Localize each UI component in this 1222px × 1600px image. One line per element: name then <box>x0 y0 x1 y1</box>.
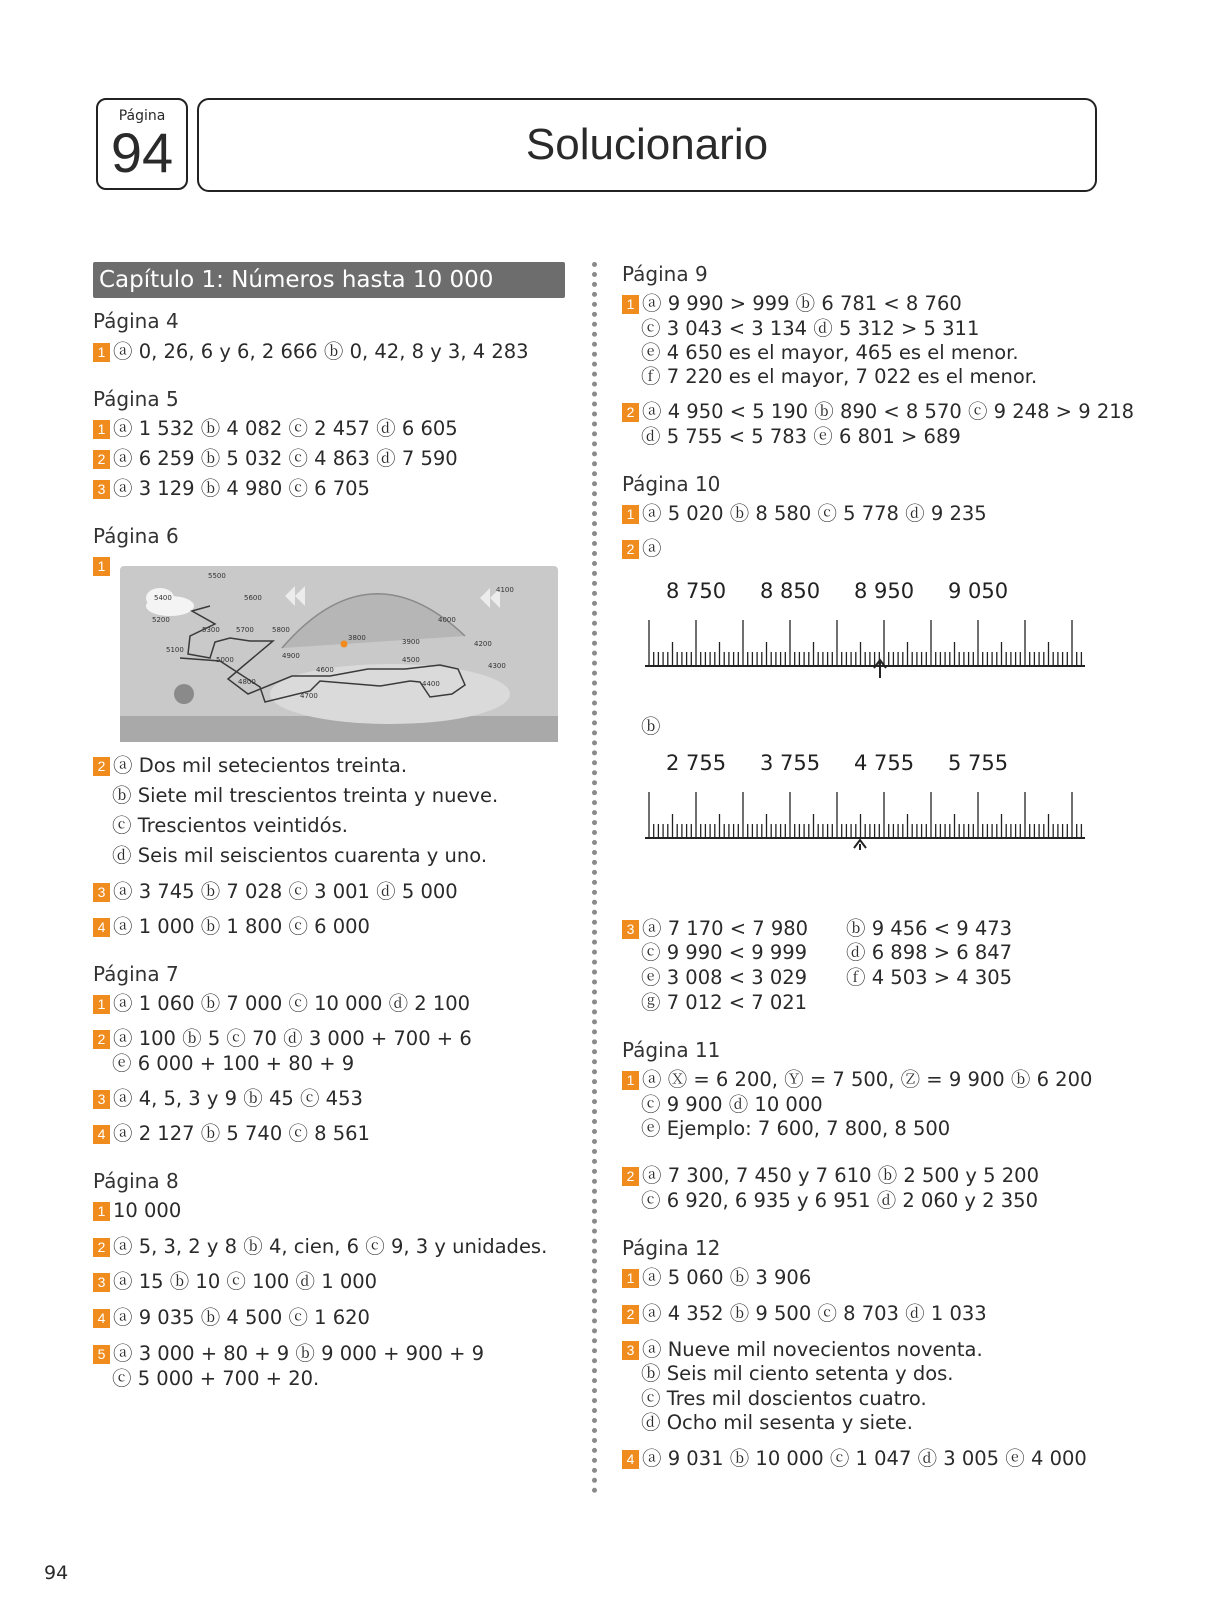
answer-text: ⓖ 7 012 < 7 021 <box>641 991 808 1014</box>
answer-text: ⓔ 3 008 < 3 029 <box>641 966 808 989</box>
badge: 2 <box>93 1238 110 1257</box>
page-number: 94 <box>110 121 174 184</box>
section-page-10: Página 10 <box>622 472 721 496</box>
answer-text: ⓐ 9 035 ⓑ 4 500 ⓒ 1 620 <box>113 1306 370 1329</box>
number-line-label: 8 750 <box>665 579 727 603</box>
figure-dot-label: 4300 <box>488 662 506 670</box>
answer-text: ⓐ 4 352 ⓑ 9 500 ⓒ 8 703 ⓓ 1 033 <box>642 1302 987 1325</box>
answer-line <box>622 400 1134 424</box>
answer-text: ⓐ 7 170 < 7 980 <box>642 917 809 940</box>
answer-text: ⓐ 3 129 ⓑ 4 980 ⓒ 6 705 <box>113 477 370 500</box>
badge: 4 <box>93 1125 110 1144</box>
badge: 2 <box>622 1167 639 1186</box>
answer-line <box>93 992 470 1016</box>
answer-text: ⓑ <box>641 715 661 738</box>
answer-text: ⓐ 4 950 < 5 190 ⓑ 890 < 8 570 ⓒ 9 248 > 9 218 <box>642 400 1135 423</box>
number-line-label: 8 950 <box>853 579 915 603</box>
answer-text: ⓐ 9 031 ⓑ 10 000 ⓒ 1 047 ⓓ 3 005 ⓔ 4 000 <box>642 1447 1087 1470</box>
answer-text: ⓑ Seis mil ciento setenta y dos. <box>641 1362 954 1385</box>
badge: 3 <box>93 883 110 902</box>
answer-line <box>93 417 458 441</box>
figure-dot-label: 3900 <box>402 638 420 646</box>
number-line-a <box>645 578 1085 678</box>
answer-text: ⓐ 6 259 ⓑ 5 032 ⓒ 4 863 ⓓ 7 590 <box>113 447 458 470</box>
section-page-4: Página 4 <box>93 309 179 333</box>
answer-line <box>622 292 962 316</box>
badge: 1 <box>622 1071 639 1090</box>
badge: 1 <box>93 343 110 362</box>
answer-line <box>93 880 458 904</box>
badge: 4 <box>93 1309 110 1328</box>
answer-line <box>622 537 662 561</box>
figure-dot-label: 4900 <box>282 652 300 660</box>
answer-text: ⓐ <box>642 537 662 560</box>
figure-dot-label: 4500 <box>402 656 420 664</box>
number-line-b <box>645 750 1085 850</box>
answer-line <box>93 1342 484 1366</box>
answer-text: ⓐ 5, 3, 2 y 8 ⓑ 4, cien, 6 ⓒ 9, 3 y unidades. <box>113 1235 548 1258</box>
answer-text: 10 000 <box>113 1199 182 1222</box>
figure-dot-label: 4800 <box>238 678 256 686</box>
answer-line <box>93 447 458 471</box>
page-title: Solucionario <box>525 120 769 169</box>
figure-dot-label: 5700 <box>236 626 254 634</box>
figure-dot-label: 5200 <box>152 616 170 624</box>
badge: 1 <box>622 505 639 524</box>
answer-text: ⓔ 6 000 + 100 + 80 + 9 <box>112 1052 355 1075</box>
answer-line <box>622 1164 1039 1188</box>
page-label: Página <box>118 108 166 124</box>
answer-line <box>622 917 808 941</box>
answer-text: ⓐ 9 990 > 999 ⓑ 6 781 < 8 760 <box>642 292 962 315</box>
answer-text: ⓐ 1 000 ⓑ 1 800 ⓒ 6 000 <box>113 915 370 938</box>
answer-text: ⓒ 9 990 < 9 999 <box>641 941 808 964</box>
answer-text: ⓐ 5 020 ⓑ 8 580 ⓒ 5 778 ⓓ 9 235 <box>642 502 987 525</box>
answer-text: ⓒ 9 900 ⓓ 10 000 <box>641 1093 823 1116</box>
badge: 1 <box>93 1202 110 1221</box>
number-line-ticks <box>649 620 1081 666</box>
answer-text: ⓐ 100 ⓑ 5 ⓒ 70 ⓓ 3 000 + 700 + 6 <box>113 1027 472 1050</box>
answer-line <box>93 1235 547 1259</box>
answer-line <box>622 1302 987 1326</box>
section-page-12: Página 12 <box>622 1236 721 1260</box>
badge: 2 <box>622 403 639 422</box>
footer-page-number: 94 <box>44 1562 69 1584</box>
answer-text: ⓒ 5 000 + 700 + 20. <box>112 1367 320 1390</box>
number-line-label: 9 050 <box>947 579 1009 603</box>
answer-text: ⓓ 6 898 > 6 847 <box>846 941 1013 964</box>
number-line-label: 2 755 <box>665 751 727 775</box>
answer-line <box>93 1122 370 1146</box>
answer-text: ⓐ 1 060 ⓑ 7 000 ⓒ 10 000 ⓓ 2 100 <box>113 992 471 1015</box>
figure-dot-label: 4200 <box>474 640 492 648</box>
badge: 3 <box>93 480 110 499</box>
answer-text: ⓑ 9 456 < 9 473 <box>846 917 1013 940</box>
section-page-5: Página 5 <box>93 387 179 411</box>
section-page-7: Página 7 <box>93 962 179 986</box>
answer-text: ⓒ Tres mil doscientos cuatro. <box>641 1387 927 1410</box>
answer-line <box>93 1087 363 1111</box>
number-line-ticks <box>649 792 1081 838</box>
answer-text: ⓐ 2 127 ⓑ 5 740 ⓒ 8 561 <box>113 1122 370 1145</box>
figure-dot-label: 5800 <box>272 626 290 634</box>
section-page-11: Página 11 <box>622 1038 721 1062</box>
answer-text: ⓐ Dos mil setecientos treinta. <box>113 754 408 777</box>
badge: 1 <box>93 995 110 1014</box>
badge: 4 <box>622 1450 639 1469</box>
answer-text: ⓐ 3 745 ⓑ 7 028 ⓒ 3 001 ⓓ 5 000 <box>113 880 458 903</box>
answer-line <box>93 754 407 778</box>
badge: 2 <box>93 757 110 776</box>
answer-text: ⓒ 3 043 < 3 134 ⓓ 5 312 > 5 311 <box>641 317 980 340</box>
answer-line <box>622 1266 811 1290</box>
dot-to-dot-turtle-figure <box>120 566 558 742</box>
answer-text: ⓕ 4 503 > 4 305 <box>846 966 1013 989</box>
figure-dot-label: 5600 <box>244 594 262 602</box>
answer-line <box>93 554 113 578</box>
figure-dot-label: 4600 <box>316 666 334 674</box>
figure-dot-label: 4400 <box>422 680 440 688</box>
number-line-labels <box>666 579 1008 603</box>
answer-text: ⓔ Ejemplo: 7 600, 7 800, 8 500 <box>641 1117 951 1140</box>
answer-line <box>93 1306 370 1330</box>
answer-line <box>93 1270 377 1294</box>
figure-dot-label: 4000 <box>438 616 456 624</box>
answer-text: ⓓ Seis mil seiscientos cuarenta y uno. <box>112 844 488 867</box>
figure-dot-label: 4100 <box>496 586 514 594</box>
answer-text: ⓐ 7 300, 7 450 y 7 610 ⓑ 2 500 y 5 200 <box>642 1164 1039 1187</box>
badge: 3 <box>622 1341 639 1360</box>
answer-line <box>622 1338 983 1362</box>
answer-text: ⓔ 4 650 es el mayor, 465 es el menor. <box>641 341 1019 364</box>
number-line-labels <box>666 751 1008 775</box>
answer-text: ⓕ 7 220 es el mayor, 7 022 es el menor. <box>641 365 1038 388</box>
answer-text: ⓒ Trescientos veintidós. <box>112 814 348 837</box>
answer-line <box>93 1027 472 1051</box>
badge: 1 <box>622 295 639 314</box>
answer-text: ⓓ 5 755 < 5 783 ⓔ 6 801 > 689 <box>641 425 961 448</box>
answer-line <box>93 1199 181 1223</box>
number-line-label: 5 755 <box>947 751 1009 775</box>
figure-dot-label: 5400 <box>154 594 172 602</box>
chapter-heading: Capítulo 1: Números hasta 10 000 <box>93 262 565 298</box>
figure-dot-label: 5000 <box>216 656 234 664</box>
answer-text: ⓒ 6 920, 6 935 y 6 951 ⓓ 2 060 y 2 350 <box>641 1189 1038 1212</box>
badge: 5 <box>93 1345 110 1364</box>
title-box <box>197 98 1097 192</box>
bird-icon <box>174 684 194 704</box>
answer-text: ⓓ Ocho mil sesenta y siete. <box>641 1411 913 1434</box>
answer-line <box>622 1447 1087 1471</box>
answer-text: ⓐ 15 ⓑ 10 ⓒ 100 ⓓ 1 000 <box>113 1270 378 1293</box>
figure-dot-label: 5100 <box>166 646 184 654</box>
badge: 1 <box>622 1269 639 1288</box>
number-line-label: 3 755 <box>759 751 821 775</box>
section-page-8: Página 8 <box>93 1169 179 1193</box>
badge: 2 <box>93 1030 110 1049</box>
start-dot <box>341 641 348 648</box>
badge: 3 <box>622 920 639 939</box>
answer-line <box>93 477 370 501</box>
answer-line <box>93 915 370 939</box>
answer-line <box>622 1068 1092 1092</box>
section-page-9: Página 9 <box>622 262 708 286</box>
answer-line <box>93 340 529 364</box>
figure-dot-label: 5300 <box>202 626 220 634</box>
answer-line <box>622 502 987 526</box>
answer-text: ⓐ 1 532 ⓑ 4 082 ⓒ 2 457 ⓓ 6 605 <box>113 417 458 440</box>
badge: 2 <box>93 450 110 469</box>
figure-dot-label: 4700 <box>300 692 318 700</box>
badge: 4 <box>93 918 110 937</box>
figure-dot-label: 5500 <box>208 572 226 580</box>
answer-text: ⓐ 3 000 + 80 + 9 ⓑ 9 000 + 900 + 9 <box>113 1342 485 1365</box>
answer-text: ⓐ Nueve mil novecientos noventa. <box>642 1338 983 1361</box>
figure-dot-label: 3800 <box>348 634 366 642</box>
badge: 3 <box>93 1273 110 1292</box>
answer-text: ⓑ Siete mil trescientos treinta y nueve. <box>112 784 499 807</box>
page-number-box <box>96 98 188 190</box>
column-divider <box>592 262 597 1494</box>
answer-text: ⓐ 5 060 ⓑ 3 906 <box>642 1266 812 1289</box>
badge: 1 <box>93 420 110 439</box>
badge: 3 <box>93 1090 110 1109</box>
section-page-6: Página 6 <box>93 524 179 548</box>
answer-text: ⓐ 4, 5, 3 y 9 ⓑ 45 ⓒ 453 <box>113 1087 363 1110</box>
number-line-label: 8 850 <box>759 579 821 603</box>
badge: 1 <box>93 557 110 576</box>
number-line-label: 4 755 <box>853 751 915 775</box>
badge: 2 <box>622 540 639 559</box>
answer-text: ⓐ 0, 26, 6 y 6, 2 666 ⓑ 0, 42, 8 y 3, 4 283 <box>113 340 529 363</box>
answer-text: ⓐ Ⓧ = 6 200, Ⓨ = 7 500, Ⓩ = 9 900 ⓑ 6 200 <box>642 1068 1093 1091</box>
badge: 2 <box>622 1305 639 1324</box>
